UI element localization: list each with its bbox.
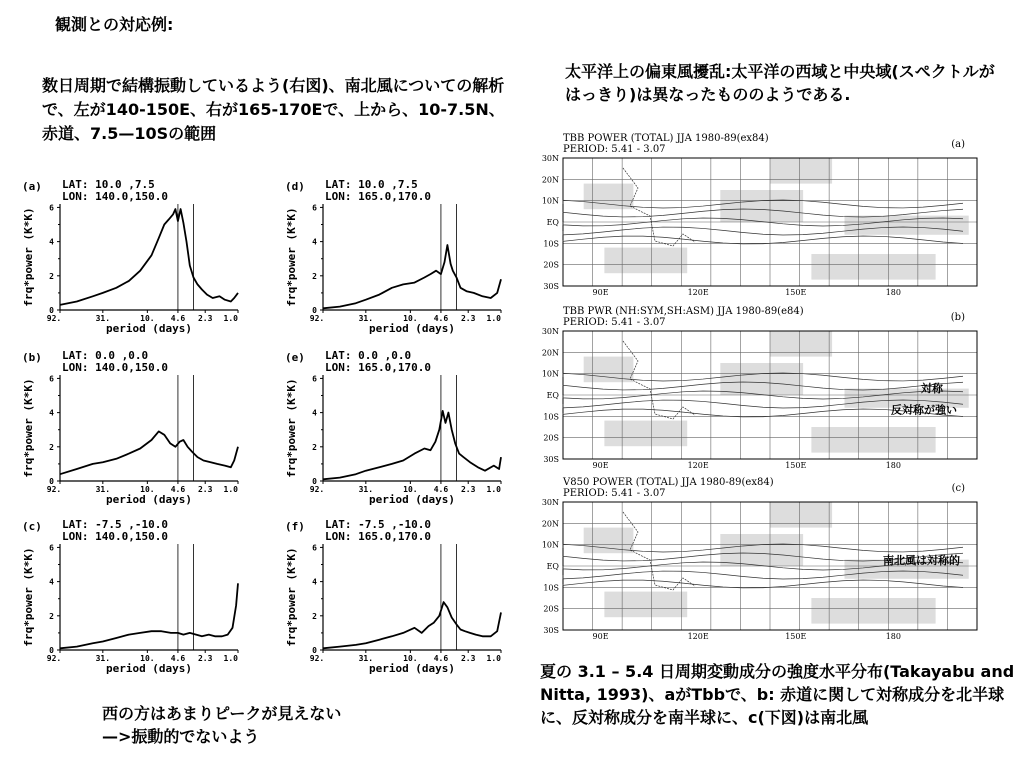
panel-lat: LAT: 10.0 ,7.5: [325, 178, 418, 191]
lat-label: 10S: [543, 412, 559, 422]
slide-header: 観測との対応例:: [55, 15, 174, 34]
x-tick-label: 31.: [95, 485, 111, 494]
lon-label: 150E: [785, 461, 807, 470]
panel-letter: (e): [285, 351, 305, 364]
map-title: TBB PWR (NH:SYM,SH:ASM) JJA 1980-89(e84): [563, 306, 804, 317]
x-tick-label: 92.: [309, 314, 325, 323]
x-tick-label: 1.0: [486, 314, 501, 323]
y-tick-label: 0: [49, 646, 54, 655]
lat-label: 20N: [541, 519, 559, 529]
x-tick-label: 2.3: [197, 654, 213, 663]
x-tick-label: 1.0: [223, 314, 238, 323]
conclusion-text: 西の方はあまりピークが見えない —>振動的でないよう: [102, 704, 342, 746]
y-tick-label: 0: [49, 306, 54, 315]
y-tick-label: 0: [312, 477, 317, 486]
shaded-region: [720, 190, 803, 222]
shaded-region: [584, 528, 634, 554]
panel-letter: (d): [285, 180, 305, 193]
panel-letter: (f): [285, 520, 305, 533]
shaded-region: [811, 427, 935, 453]
map-svg: [533, 130, 983, 300]
intro-text: 数日周期で結構振動しているよう(右図)、南北風についての解析で、左が140-150E、右が165-170Eで、上から、10-7.5N、赤道、7.5—10Sの範囲: [42, 76, 505, 143]
x-tick-label: 2.3: [460, 485, 476, 494]
x-tick-label: 10.: [140, 485, 155, 494]
lat-label: 30S: [543, 626, 559, 635]
shaded-region: [770, 502, 832, 528]
x-tick-label: 4.6: [170, 654, 186, 663]
lon-label: 120E: [687, 632, 709, 641]
spectrum-svg: [22, 518, 252, 683]
x-tick-label: 31.: [358, 654, 374, 663]
lat-label: 20N: [541, 175, 559, 185]
y-axis-label: frq*power (K*K): [22, 207, 35, 307]
annotation-antisymmetric: 反対称が強い: [891, 403, 957, 417]
spectrum-svg: [285, 349, 515, 514]
panel-letter: (a): [22, 180, 42, 193]
lon-label: 180: [885, 288, 901, 297]
x-tick-label: 4.6: [170, 485, 186, 494]
map-panel-letter: (b): [950, 312, 965, 323]
shaded-region: [584, 357, 634, 383]
contour-line: [563, 580, 963, 588]
lat-label: 30N: [541, 498, 559, 507]
x-axis-label: period (days): [368, 322, 456, 335]
shaded-region: [720, 534, 803, 566]
x-tick-label: 92.: [309, 654, 325, 663]
y-tick-label: 2: [312, 271, 317, 281]
map-title: TBB POWER (TOTAL) JJA 1980-89(ex84): [563, 133, 769, 144]
panel-lat: LAT: 0.0 ,0.0: [62, 349, 149, 362]
coastline: [623, 168, 695, 246]
y-axis-label: frq*power (K*K): [285, 378, 298, 478]
x-tick-label: 1.0: [223, 654, 238, 663]
contour-line: [563, 236, 963, 244]
lat-label: 10N: [541, 540, 559, 550]
lat-label: 30S: [543, 282, 559, 291]
map-title: V850 POWER (TOTAL) JJA 1980-89(ex84): [563, 477, 774, 488]
lat-label: EQ: [546, 391, 559, 400]
spectrum-line: [60, 583, 238, 648]
y-axis-label: frq*power (K*K): [285, 207, 298, 307]
spectrum-svg: [285, 518, 515, 683]
lon-label: 150E: [785, 288, 807, 297]
panel-lat: LAT: -7.5 ,-10.0: [325, 518, 431, 531]
lon-label: 180: [885, 461, 901, 470]
y-tick-label: 6: [312, 203, 317, 213]
y-tick-label: 4: [312, 237, 317, 247]
y-tick-label: 2: [49, 442, 54, 452]
lat-label: 10N: [541, 196, 559, 206]
map-caption: 夏の 3.1 – 5.4 日周期変動成分の強度水平分布(Takayabu and Nitta, 1993)、aがTbbで、b: 赤道に関して対称成分を北半球に、反対称成分を南半球に、c(下図)は南北風: [540, 662, 1015, 727]
power-map-b: [533, 303, 983, 473]
lat-label: EQ: [546, 218, 559, 227]
x-axis-label: period (days): [105, 493, 193, 506]
lat-label: 10S: [543, 583, 559, 593]
shaded-region: [720, 363, 803, 395]
spectrum-panel-b: [22, 349, 252, 514]
power-map-a: [533, 130, 983, 300]
panel-lon: LON: 140.0,150.0: [62, 361, 168, 374]
spectrum-panel-e: [285, 349, 515, 514]
shaded-region: [811, 254, 935, 280]
x-tick-label: 10.: [403, 314, 418, 323]
y-tick-label: 2: [49, 611, 54, 621]
x-tick-label: 2.3: [197, 314, 213, 323]
x-axis-label: period (days): [368, 662, 456, 675]
x-tick-label: 92.: [309, 485, 325, 494]
spectrum-panel-d: [285, 178, 515, 343]
shaded-region: [770, 331, 832, 357]
annotation-meridional: 南北風は対称的: [883, 553, 960, 567]
panel-lon: LON: 140.0,150.0: [62, 530, 168, 543]
x-tick-label: 92.: [46, 485, 62, 494]
panel-lon: LON: 165.0,170.0: [325, 530, 431, 543]
x-tick-label: 10.: [140, 314, 155, 323]
lat-label: 20N: [541, 348, 559, 358]
map-description: 太平洋上の偏東風擾乱:太平洋の西域と中央域(スペクトルがはっきり)は異なったもののようである.: [565, 62, 995, 104]
y-tick-label: 6: [312, 543, 317, 553]
map-period: PERIOD: 5.41 - 3.07: [563, 144, 666, 155]
lat-label: 20S: [543, 604, 559, 614]
power-map-c: [533, 474, 983, 644]
x-tick-label: 92.: [46, 314, 62, 323]
spectrum-panel-c: [22, 518, 252, 683]
map-panel-letter: (c): [951, 483, 965, 494]
map-svg: [533, 303, 983, 473]
spectrum-svg: [22, 349, 252, 514]
x-tick-label: 92.: [46, 654, 62, 663]
x-tick-label: 4.6: [170, 314, 186, 323]
x-tick-label: 4.6: [433, 485, 449, 494]
map-svg: [533, 474, 983, 644]
panel-letter: (b): [22, 351, 42, 364]
shaded-region: [770, 158, 832, 184]
map-period: PERIOD: 5.41 - 3.07: [563, 488, 666, 499]
lon-label: 120E: [687, 288, 709, 297]
y-tick-label: 4: [312, 577, 317, 587]
panel-lon: LON: 165.0,170.0: [325, 361, 431, 374]
spectrum-line: [323, 602, 501, 648]
x-tick-label: 1.0: [486, 654, 501, 663]
x-tick-label: 31.: [95, 314, 111, 323]
shaded-region: [604, 421, 687, 447]
x-tick-label: 1.0: [486, 485, 501, 494]
coastline: [623, 512, 695, 590]
spectrum-panel-f: [285, 518, 515, 683]
x-tick-label: 4.6: [433, 654, 449, 663]
y-tick-label: 6: [49, 374, 54, 384]
y-tick-label: 0: [312, 646, 317, 655]
spectrum-svg: [22, 178, 252, 343]
spectrum-line: [323, 245, 501, 308]
y-tick-label: 4: [49, 577, 54, 587]
y-tick-label: 4: [49, 408, 54, 418]
spectrum-line: [60, 209, 238, 305]
x-axis-label: period (days): [368, 493, 456, 506]
lon-label: 120E: [687, 461, 709, 470]
panel-lon: LON: 165.0,170.0: [325, 190, 431, 203]
y-tick-label: 0: [49, 477, 54, 486]
panel-lat: LAT: -7.5 ,-10.0: [62, 518, 168, 531]
x-tick-label: 2.3: [460, 314, 476, 323]
shaded-region: [584, 184, 634, 210]
y-tick-label: 4: [49, 237, 54, 247]
panel-letter: (c): [22, 520, 42, 533]
lat-label: 30N: [541, 154, 559, 163]
x-axis-label: period (days): [105, 662, 193, 675]
x-tick-label: 10.: [140, 654, 155, 663]
coastline: [623, 341, 695, 419]
spectrum-svg: [285, 178, 515, 343]
lat-label: 10S: [543, 239, 559, 249]
lat-label: 10N: [541, 369, 559, 379]
y-axis-label: frq*power (K*K): [285, 547, 298, 647]
annotation-symmetric: 対称: [921, 382, 943, 395]
panel-lat: LAT: 0.0 ,0.0: [325, 349, 412, 362]
lat-label: EQ: [546, 562, 559, 571]
x-tick-label: 31.: [358, 485, 374, 494]
x-tick-label: 31.: [95, 654, 111, 663]
panel-lon: LON: 140.0,150.0: [62, 190, 168, 203]
x-tick-label: 2.3: [460, 654, 476, 663]
lon-label: 150E: [785, 632, 807, 641]
lat-label: 20S: [543, 260, 559, 270]
y-tick-label: 6: [312, 374, 317, 384]
y-axis-label: frq*power (K*K): [22, 378, 35, 478]
lat-label: 30S: [543, 455, 559, 464]
y-tick-label: 2: [312, 442, 317, 452]
y-tick-label: 2: [49, 271, 54, 281]
y-tick-label: 4: [312, 408, 317, 418]
shaded-region: [604, 248, 687, 274]
lon-label: 90E: [592, 461, 609, 470]
y-axis-label: frq*power (K*K): [22, 547, 35, 647]
spectrum-line: [323, 411, 501, 479]
panel-lat: LAT: 10.0 ,7.5: [62, 178, 155, 191]
x-tick-label: 10.: [403, 485, 418, 494]
lat-label: 30N: [541, 327, 559, 336]
x-tick-label: 4.6: [433, 314, 449, 323]
y-tick-label: 6: [49, 543, 54, 553]
lon-label: 90E: [592, 288, 609, 297]
lon-label: 90E: [592, 632, 609, 641]
spectrum-panel-a: [22, 178, 252, 343]
x-tick-label: 10.: [403, 654, 418, 663]
map-panel-letter: (a): [951, 139, 965, 150]
map-period: PERIOD: 5.41 - 3.07: [563, 317, 666, 328]
y-tick-label: 2: [312, 611, 317, 621]
shaded-region: [604, 592, 687, 618]
y-tick-label: 0: [312, 306, 317, 315]
y-tick-label: 6: [49, 203, 54, 213]
x-tick-label: 31.: [358, 314, 374, 323]
lat-label: 20S: [543, 433, 559, 443]
lon-label: 180: [885, 632, 901, 641]
shaded-region: [811, 598, 935, 624]
x-tick-label: 1.0: [223, 485, 238, 494]
spectrum-line: [60, 431, 238, 474]
x-axis-label: period (days): [105, 322, 193, 335]
x-tick-label: 2.3: [197, 485, 213, 494]
